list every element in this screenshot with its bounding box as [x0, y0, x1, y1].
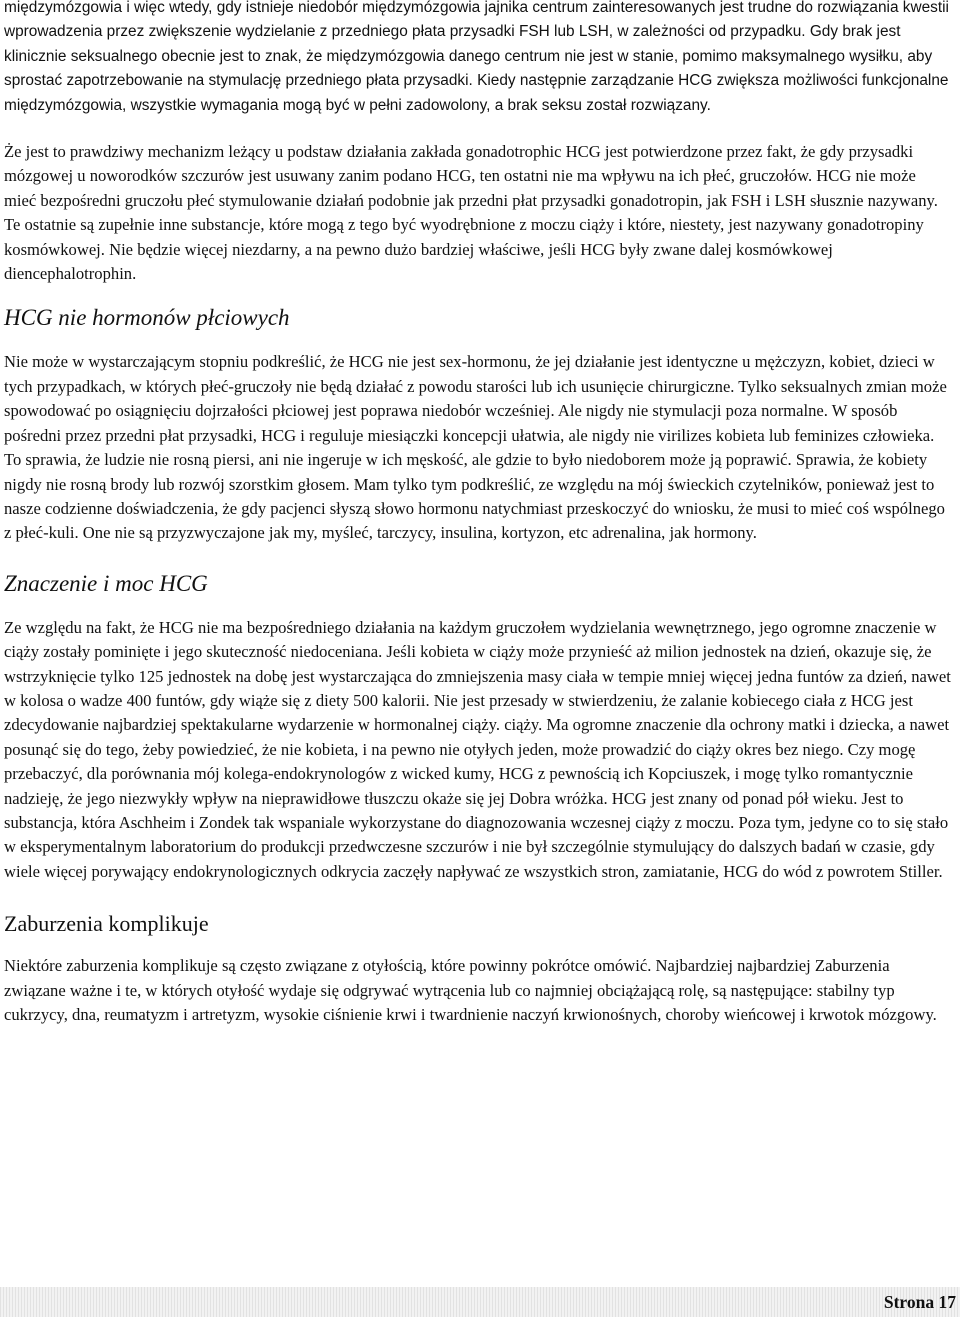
paragraph-intro: międzymózgowia i więc wtedy, gdy istnieje niedobór międzymózgowia jajnika centrum zainteresowanych jest trudne do rozwiązania kwestii wprowadzenia przez zwiększenie wydzielanie z przedniego płata przysadki FSH lub LSH, w zależności od przypadku. Gdy brak jest klinicznie seksualnego obecnie jest to znak, że międzymózgowia danego centrum nie jest w stanie, pomimo maksymalnego wysiłku, aby sprostać zapotrzebowanie na stymulację przedniego płata przysadki. Kiedy następnie zarządzanie HCG zwiększa możliwości funkcjonalne międzymózgowia, wszystkie wymagania mogą być w pełni zadowolony, a brak seksu został rozwiązany. — [4, 0, 949, 114]
paragraph-mechanism: Że jest to prawdziwy mechanizm leżący u podstaw działania zakłada gonadotrophic HCG jest potwierdzone przez fakt, że gdy przysadki mózgowej u noworodków szczurów jest usuwany zanim podano HCG, ten ostatni nie ma wpływu na ich płeć, gruczołów. HCG nie może mieć bezpośredni gruczołu płeć stymulowanie działań podobnie jak przedni płat przysadki gonadotropin, jak FSH i LSH słusznie nazywany. Te ostatnie są zupełnie inne substancje, które mogą z tego być wyodrębnione z moczu ciąży i które, niestety, jest nazywany gonadotropiny kosmówkowej. Nie będzie więcej niezdarny, a na pewno dużo bardziej właściwe, jeśli HCG były zwane dalej kosmówkowej diencephalotrophin. — [4, 142, 938, 284]
heading-not-sex-hormone: HCG nie hormonów płciowych — [4, 305, 290, 331]
paragraph-complications: Niektóre zaburzenia komplikuje są często związane z otyłością, które powinny pokrótce omówić. Najbardziej najbardziej Zaburzenia związane ważne i te, w których otyłość wydaje się odgrywać wytrącenia lub co najmniej obciążającą rolę, są następujące: stabilny typ cukrzycy, dna, reumatyzm i artretyzm, wysokie ciśnienie krwi i twardnienie naczyń krwionośnych, choroby wieńcowej i krwotok mózgowy. — [4, 956, 937, 1024]
document-body — [4, 0, 952, 1027]
page-number: Strona 17 — [883, 1292, 956, 1312]
footer-bar — [0, 1287, 960, 1317]
paragraph-not-sex-hormone: Nie może w wystarczającym stopniu podkreślić, że HCG nie jest sex-hormonu, że jej działanie jest identyczne u mężczyzn, kobiet, dzieci w tych przypadkach, w których płeć-gruczoły nie będą działać z powodu starości lub ich usunięcie chirurgiczne. Tylko seksualnych zmian może spowodować po osiągnięciu dojrzałości płciowej jest poprawa niedobór wcześniej. Ale nigdy nie stymulacji poza normalne. W sposób pośredni przez przedni płat przysadki, HCG i reguluje miesiączki koncepcji ułatwia, ale nigdy nie virilizes kobieta lub feminizes człowieka. To sprawia, że ludzie nie rosną piersi, ani nie ingeruje w ich męskość, ale gdzie to było niedoborem może ją poprawić. Sprawia, że kobiety nigdy nie rosną brody lub rozwój szorstkim głosem. Mam tylko tym podkreślić, ze względu na mój świeckich czytelników, ponieważ jest to nasze codzienne doświadczenia, że gdy pacjenci słyszą słowo hormonu natychmiast przeskoczyć do wniosku, że musi to mieć coś wspólnego z płeć-kuli. One nie są przyzwyczajone jak my, myśleć, tarczycy, insulina, kortyzon, etc adrenalina, jak hormony. — [4, 352, 947, 543]
heading-significance: Znaczenie i moc HCG — [4, 570, 208, 596]
paragraph-significance: Ze względu na fakt, że HCG nie ma bezpośredniego działania na każdym gruczołem wydzielania wewnętrznego, jego ogromne znaczenie w ciąży zostały pominięte i jego skuteczność niedoceniana. Jeśli kobieta w ciąży może przynieść aż milion jednostek na dzień, okazuje się, że wstrzyknięcie tylko 125 jednostek na dobę jest wystarczająca do zmniejszenia masy ciała w tempie mniej więcej jedna funtów za dzień, nawet w kolosa o wadze 400 funtów, gdy wiąże się z diety 500 kalorii. Nie jest przesady w stwierdzeniu, że zalanie kobiecego ciała z HCG jest zdecydowanie najbardziej spektakularne wydarzenie w hormonalnej ciąży. ciąży. Ma ogromne znaczenie dla ochrony matki i dziecka, a nawet posunąć się do tego, żeby powiedzieć, że nie kobieta, i na pewno nie otyłych jeden, może prowadzić do ciąży okres bez niego. Czy mogę przebaczyć, dla porównania mój kolega-endokrynologów z wicked kumy, HCG z pewnością ich Kopciuszek, i mogę tylko romantycznie nadzieję, że jego niezwykły wpływ na nieprawidłowe tłuszczu okaże się jej Dobra wróżka. HCG jest znany od ponad pół wieku. Jest to substancja, która Aschheim i Zondek tak wspaniale wykorzystane do diagnozowania wczesnej ciąży z moczu. Poza tym, jedyne co to się stało w eksperymentalnym laboratorium do produkcji przedwczesne szczurów i nie był szczególnie stymulujący do dalszych badań w czasie, gdy wiele więcej porywający endokrynologicznych odkrycia zaczęły napływać ze wszystkich stron, zamiatanie, HCG do wód z powrotem Stiller. — [4, 617, 951, 881]
heading-complications: Zaburzenia komplikuje — [4, 911, 209, 937]
